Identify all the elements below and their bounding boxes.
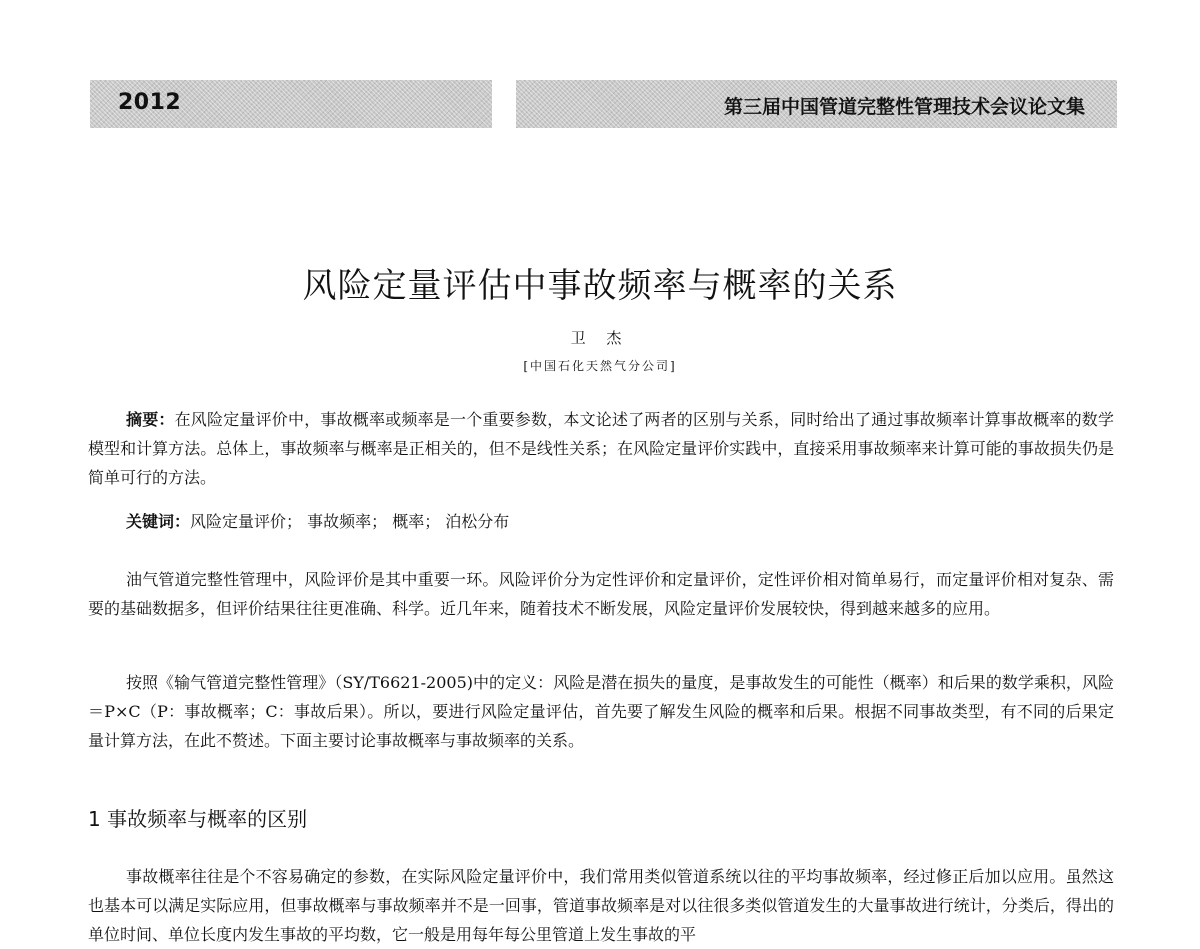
body-paragraph-1: 油气管道完整性管理中，风险评价是其中重要一环。风险评价分为定性评价和定量评价，定性评价相对简单易行，而定量评价相对复杂、需要的基础数据多，但评价结果往往更准确、科学。近几年来，随着技术不断发展，风险定量评价发展较快，得到越来越多的应用。 <box>88 570 1114 618</box>
keywords <box>126 507 509 536</box>
header-band-gap <box>492 80 516 128</box>
author: 卫 杰 <box>570 329 630 347</box>
keywords-text: 风险定量评价； 事故频率； 概率； 泊松分布 <box>190 512 510 531</box>
proceedings-title: 第三届中国管道完整性管理技术会议论文集 <box>723 96 1085 118</box>
section-heading-1: 1 事故频率与概率的区别 <box>88 807 308 831</box>
abstract-text: 在风险定量评价中，事故概率或频率是一个重要参数，本文论述了两者的区别与关系，同时给出了通过事故频率计算事故概率的数学模型和计算方法。总体上，事故频率与概率是正相关的，但不是线性关系；在风险定量评价实践中，直接采用事故频率来计算可能的事故损失仍是简单可行的方法。 <box>88 410 1114 487</box>
affiliation: [中国石化天然气分公司] <box>523 359 677 373</box>
body-paragraph-2: 按照《输气管道完整性管理》（SY/T6621-2005)中的定义：风险是潜在损失的量度，是事故发生的可能性（概率）和后果的数学乘积，风险＝P×C（P：事故概率；C：事故后果）。所以，要进行风险定量评估，首先要了解发生风险的概率和后果。根据不同事故类型，有不同的后果定量计算方法，在此不赘述。下面主要讨论事故概率与事故频率的关系。 <box>88 673 1114 750</box>
keywords-label: 关键词： <box>126 512 191 531</box>
paper-title: 风险定量评估中事故频率与概率的关系 <box>302 266 898 306</box>
body-paragraph-3: 事故概率往往是个不容易确定的参数，在实际风险定量评价中，我们常用类似管道系统以往的平均事故频率，经过修正后加以应用。虽然这也基本可以满足实际应用，但事故概率与事故频率并不是一回事，管道事故频率是对以往很多类似管道发生的大量事故进行统计，分类后，得出的单位时间、单位长度内发生事故的平均数，它一般是用每年每公里管道上发生事故的平 <box>88 867 1114 944</box>
header-year: 2012 <box>118 90 182 115</box>
abstract <box>88 405 1114 492</box>
abstract-label: 摘要： <box>126 410 175 429</box>
